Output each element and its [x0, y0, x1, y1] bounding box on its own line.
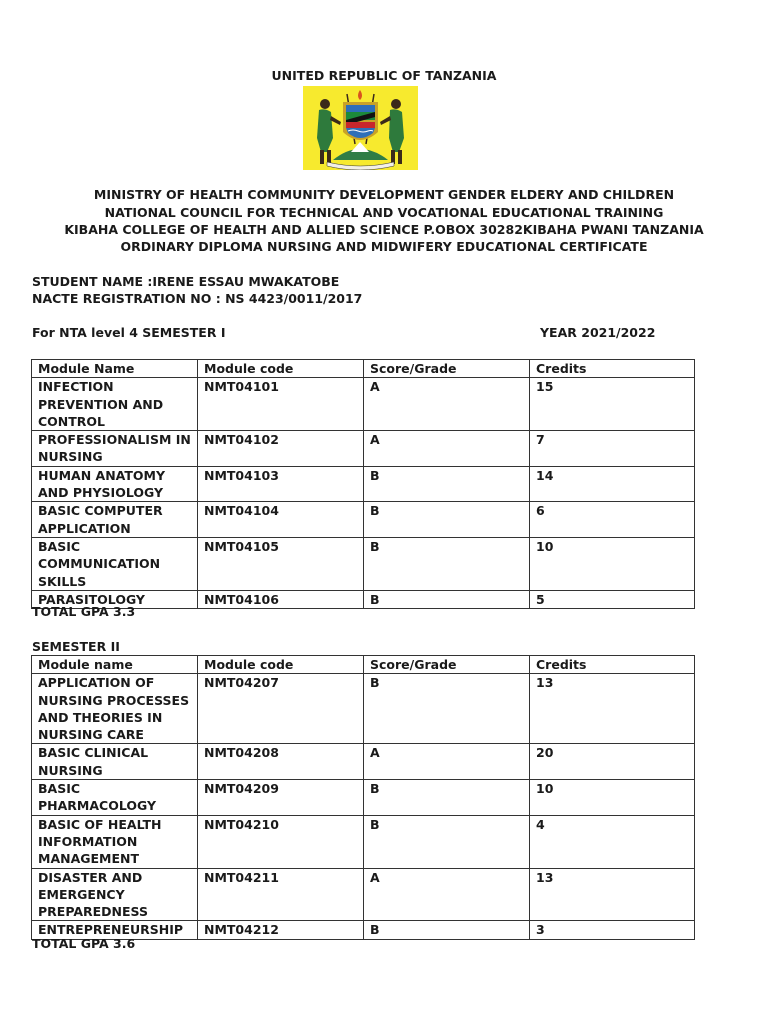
module-name: BASIC OF HEALTH INFORMATION MANAGEMENT [32, 815, 198, 868]
module-name: APPLICATION OF NURSING PROCESSES AND THEORIES IN NURSING CARE [32, 674, 198, 744]
table-row [32, 502, 695, 538]
header-credits: Credits [530, 656, 695, 674]
module-code: NMT04209 [198, 780, 364, 816]
module-grade: A [364, 378, 530, 431]
module-code: NMT04212 [198, 921, 364, 939]
module-code: NMT04208 [198, 744, 364, 780]
semester1-gpa: TOTAL GPA 3.3 [32, 604, 136, 619]
module-credits: 6 [530, 502, 695, 538]
module-credits: 14 [530, 466, 695, 502]
header-line-ministry: MINISTRY OF HEALTH COMMUNITY DEVELOPMENT GENDER ELDERY AND CHILDREN [93, 187, 675, 202]
module-credits: 5 [530, 590, 695, 608]
module-grade: A [364, 744, 530, 780]
semester2-gpa: TOTAL GPA 3.6 [32, 936, 136, 951]
module-credits: 13 [530, 868, 695, 921]
module-grade: B [364, 466, 530, 502]
semester1-table [31, 359, 695, 609]
header-module-code: Module code [198, 656, 364, 674]
module-grade: B [364, 674, 530, 744]
module-grade: B [364, 502, 530, 538]
module-grade: A [364, 868, 530, 921]
module-name: BASIC PHARMACOLOGY [32, 780, 198, 816]
table-header-row [32, 360, 695, 378]
semester2-table [31, 655, 695, 940]
registration-number: NACTE REGISTRATION NO : NS 4423/0011/2017 [32, 291, 363, 306]
module-credits: 4 [530, 815, 695, 868]
module-code: NMT04102 [198, 431, 364, 467]
module-code: NMT04106 [198, 590, 364, 608]
module-credits: 20 [530, 744, 695, 780]
table-row [32, 431, 695, 467]
module-code: NMT04103 [198, 466, 364, 502]
module-code: NMT04210 [198, 815, 364, 868]
shield [343, 102, 378, 140]
header-module-name: Module Name [32, 360, 198, 378]
header-module-code: Module code [198, 360, 364, 378]
module-grade: B [364, 590, 530, 608]
module-credits: 10 [530, 537, 695, 590]
header-score-grade: Score/Grade [364, 656, 530, 674]
module-credits: 15 [530, 378, 695, 431]
module-grade: A [364, 431, 530, 467]
student-name: STUDENT NAME :IRENE ESSAU MWAKATOBE [32, 274, 340, 289]
header-line-college: KIBAHA COLLEGE OF HEALTH AND ALLIED SCIENCE P.OBOX 30282KIBAHA PWANI TANZANIA [64, 222, 704, 237]
module-credits: 13 [530, 674, 695, 744]
table-row [32, 868, 695, 921]
table-row [32, 744, 695, 780]
module-grade: B [364, 815, 530, 868]
module-credits: 10 [530, 780, 695, 816]
module-name: DISASTER AND EMERGENCY PREPAREDNESS [32, 868, 198, 921]
module-code: NMT04211 [198, 868, 364, 921]
table-row [32, 537, 695, 590]
table-row [32, 674, 695, 744]
module-code: NMT04105 [198, 537, 364, 590]
module-name: BASIC COMPUTER APPLICATION [32, 502, 198, 538]
module-name: ENTREPRENEURSHIP [32, 921, 198, 939]
table-row [32, 378, 695, 431]
module-grade: B [364, 780, 530, 816]
semester1-title: For NTA level 4 SEMESTER I [32, 325, 226, 340]
module-name: PARASITOLOGY [32, 590, 198, 608]
header-score-grade: Score/Grade [364, 360, 530, 378]
table-row [32, 466, 695, 502]
country-title: UNITED REPUBLIC OF TANZANIA [271, 68, 497, 83]
semester2-title: SEMESTER II [32, 639, 120, 654]
module-credits: 7 [530, 431, 695, 467]
header-module-name: Module name [32, 656, 198, 674]
academic-year: YEAR 2021/2022 [540, 325, 656, 340]
module-name: PROFESSIONALISM IN NURSING [32, 431, 198, 467]
header-credits: Credits [530, 360, 695, 378]
coat-of-arms-emblem [303, 86, 418, 170]
table-header-row [32, 656, 695, 674]
header-line-certificate: ORDINARY DIPLOMA NURSING AND MIDWIFERY EDUCATIONAL CERTIFICATE [120, 239, 648, 254]
module-name: BASIC CLINICAL NURSING [32, 744, 198, 780]
module-code: NMT04104 [198, 502, 364, 538]
module-code: NMT04101 [198, 378, 364, 431]
module-grade: B [364, 921, 530, 939]
table-row [32, 780, 695, 816]
module-name: BASIC COMMUNICATION SKILLS [32, 537, 198, 590]
module-code: NMT04207 [198, 674, 364, 744]
table-row [32, 815, 695, 868]
header-line-council: NATIONAL COUNCIL FOR TECHNICAL AND VOCATIONAL EDUCATIONAL TRAINING [104, 205, 664, 220]
module-credits: 3 [530, 921, 695, 939]
module-name: INFECTION PREVENTION AND CONTROL [32, 378, 198, 431]
module-name: HUMAN ANATOMY AND PHYSIOLOGY [32, 466, 198, 502]
module-grade: B [364, 537, 530, 590]
